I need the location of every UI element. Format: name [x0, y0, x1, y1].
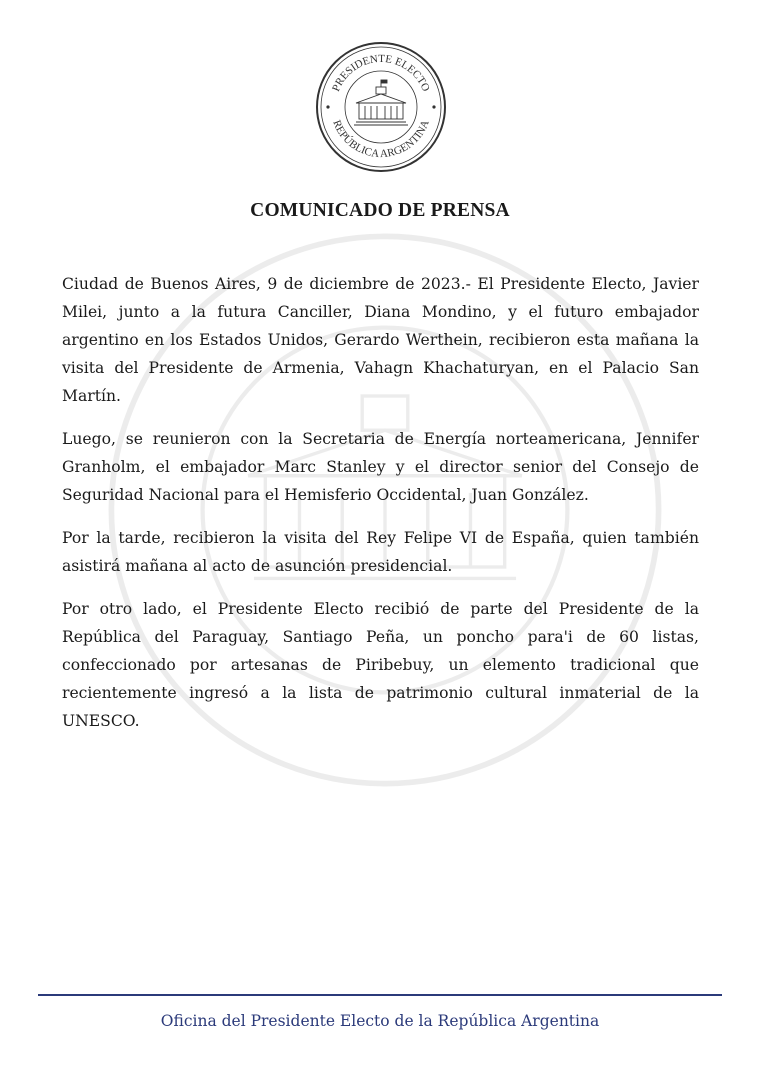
paragraph: Por la tarde, recibieron la visita del Rey Felipe VI de España, quien también asistirá mañana al acto de asunción presidencial.: [62, 529, 699, 575]
seal-top-text: PRESIDENTE ELECTO: [330, 52, 432, 94]
presidente-electo-seal: [314, 40, 448, 174]
document-title: COMUNICADO DE PRENSA: [250, 200, 510, 221]
palace-icon: [354, 80, 408, 125]
footer-office-name: Oficina del Presidente Electo de la República Argentina: [160, 1012, 600, 1030]
paragraph: Por otro lado, el Presidente Electo recibió de parte del Presidente de la República del Paraguay, Santiago Peña, un poncho para'i de 60 listas, confeccionado por artesanas de Piribebuy, un elemento tradicional que recientemente ingresó a la lista de patrimonio cultural inmaterial de la UNESCO.: [62, 600, 699, 730]
seal-bottom-text: REPÚBLICA ARGENTINA: [330, 118, 432, 161]
paragraph: Ciudad de Buenos Aires, 9 de diciembre de 2023.- El Presidente Electo, Javier Milei, junto a la futura Canciller, Diana Mondino, y el futuro embajador argentino en los Estados Unidos, Gerardo Werthein, recibieron esta mañana la visita del Presidente de Armenia, Vahagn Khachaturyan, en el Palacio San Martín.: [62, 275, 699, 405]
footer-divider: [38, 994, 722, 996]
paragraph: Luego, se reunieron con la Secretaria de Energía norteamericana, Jennifer Granholm, el embajador Marc Stanley y el director senior del Consejo de Seguridad Nacional para el Hemisferio Occidental, Juan González.: [62, 430, 699, 504]
press-release-body: [62, 270, 699, 750]
